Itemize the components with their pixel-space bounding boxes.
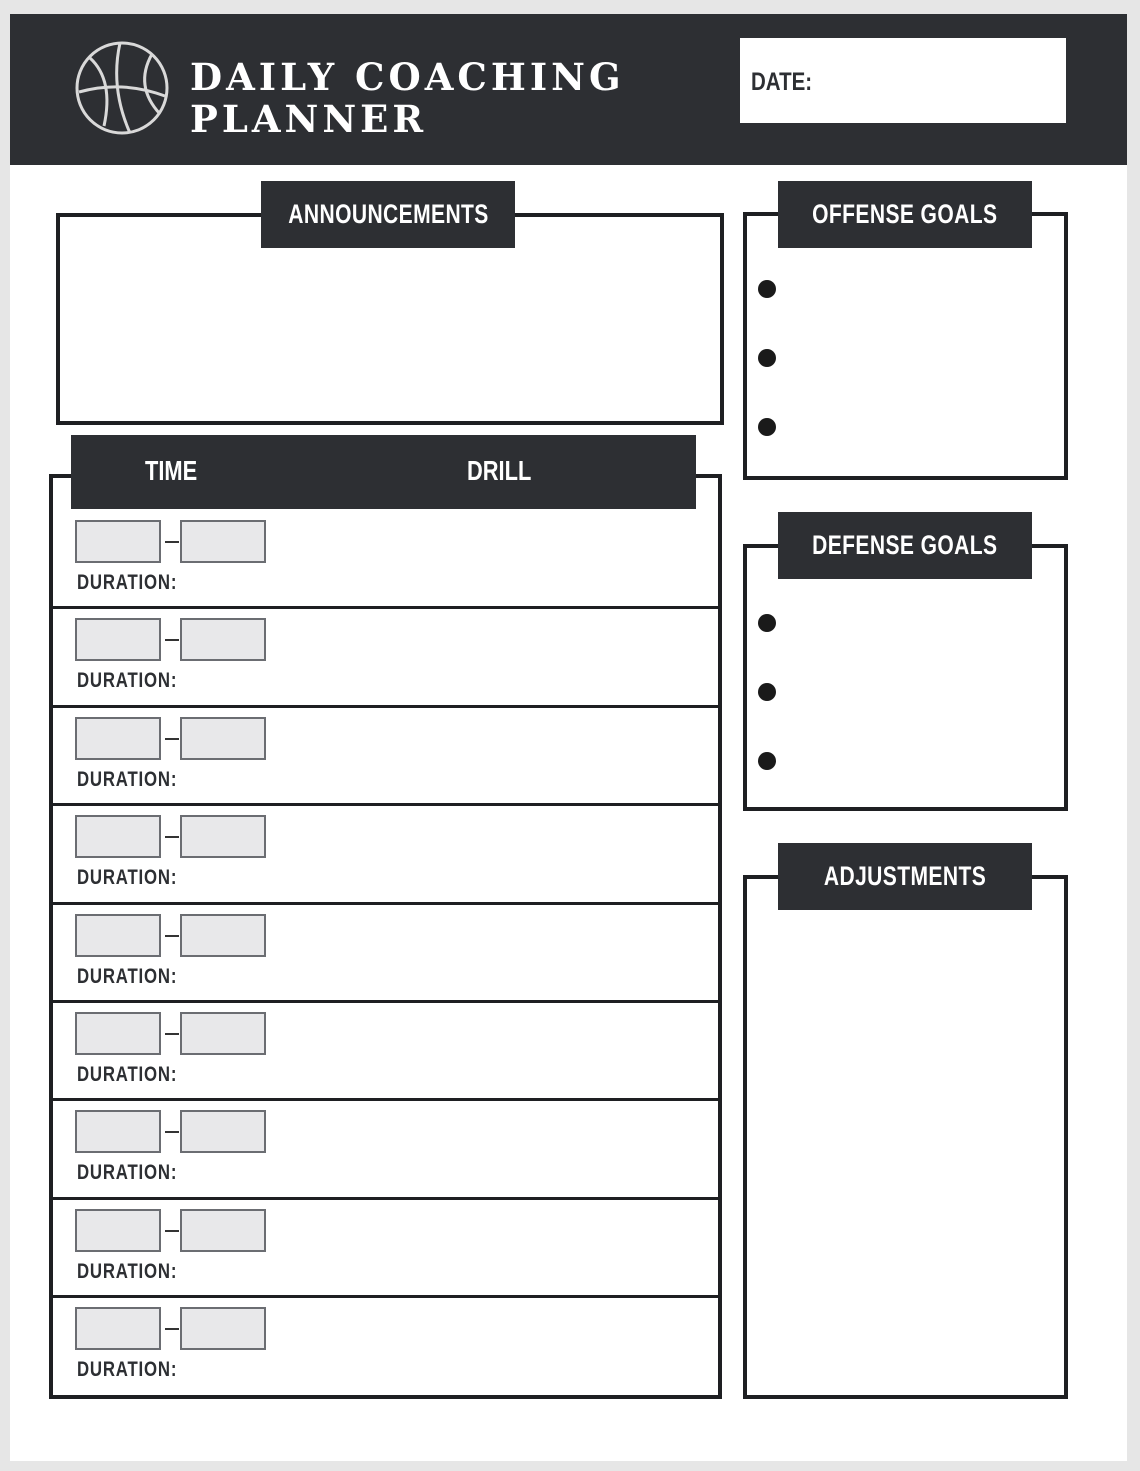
start-time-field[interactable] — [75, 1110, 161, 1153]
date-label: DATE: — [751, 68, 813, 96]
duration-label: DURATION: — [77, 866, 178, 890]
start-time-field[interactable] — [75, 520, 161, 563]
duration-label: DURATION: — [77, 964, 178, 988]
offense-goals-label: OFFENSE GOALS — [812, 199, 998, 229]
drill-row[interactable] — [49, 1199, 722, 1297]
drill-row[interactable] — [49, 1100, 722, 1198]
drill-row[interactable] — [49, 1297, 722, 1395]
end-time-field[interactable] — [180, 520, 266, 563]
offense-bullet — [758, 418, 776, 436]
start-time-field[interactable] — [75, 1209, 161, 1252]
time-range-dash — [165, 541, 179, 543]
duration-label: DURATION: — [77, 767, 178, 791]
start-time-field[interactable] — [75, 815, 161, 858]
defense-goals-label: DEFENSE GOALS — [812, 530, 998, 560]
title-line-2: PLANNER — [190, 97, 428, 141]
drill-column-header: DRILL — [467, 455, 532, 486]
start-time-field[interactable] — [75, 618, 161, 661]
defense-goals-box[interactable] — [743, 544, 1068, 811]
announcements-label: ANNOUNCEMENTS — [287, 199, 489, 229]
defense-bullet — [758, 614, 776, 632]
drill-row[interactable] — [49, 608, 722, 706]
duration-label: DURATION: — [77, 1063, 178, 1086]
page-title — [190, 56, 625, 140]
defense-goals-tab — [778, 512, 1032, 579]
end-time-field[interactable] — [180, 717, 266, 760]
time-range-dash — [165, 639, 179, 641]
end-time-field[interactable] — [180, 1307, 266, 1350]
time-range-dash — [165, 1230, 179, 1232]
adjustments-tab — [778, 843, 1032, 910]
drill-row[interactable] — [49, 805, 722, 903]
time-range-dash — [165, 935, 179, 937]
offense-goals-box[interactable] — [743, 212, 1068, 480]
announcements-tab — [261, 181, 515, 248]
basketball-icon — [74, 40, 170, 136]
end-time-field[interactable] — [180, 618, 266, 661]
end-time-field[interactable] — [180, 1110, 266, 1153]
start-time-field[interactable] — [75, 1012, 161, 1055]
defense-bullet — [758, 683, 776, 701]
time-range-dash — [165, 836, 179, 838]
adjustments-box[interactable] — [743, 875, 1068, 1399]
drill-row[interactable] — [49, 707, 722, 805]
start-time-field[interactable] — [75, 1307, 161, 1350]
time-range-dash — [165, 738, 179, 740]
offense-bullet — [758, 280, 776, 298]
end-time-field[interactable] — [180, 1209, 266, 1252]
time-range-dash — [165, 1328, 179, 1330]
adjustments-label: ADJUSTMENTS — [823, 861, 987, 891]
duration-label: DURATION: — [77, 1259, 178, 1283]
time-column-header: TIME — [145, 455, 198, 486]
drill-row[interactable] — [49, 1002, 722, 1100]
time-range-dash — [165, 1033, 179, 1035]
end-time-field[interactable] — [180, 914, 266, 957]
time-range-dash — [165, 1131, 179, 1133]
drill-row[interactable] — [49, 510, 722, 608]
end-time-field[interactable] — [180, 1012, 266, 1055]
title-line-1: DAILY COACHING — [190, 55, 625, 99]
duration-label: DURATION: — [77, 1161, 178, 1185]
duration-label: DURATION: — [77, 571, 178, 594]
defense-bullet — [758, 752, 776, 770]
drill-row[interactable] — [49, 904, 722, 1002]
offense-bullet — [758, 349, 776, 367]
start-time-field[interactable] — [75, 914, 161, 957]
duration-label: DURATION: — [77, 1358, 178, 1382]
offense-goals-tab — [778, 181, 1032, 248]
date-field[interactable] — [740, 38, 1066, 123]
duration-label: DURATION: — [77, 669, 178, 693]
end-time-field[interactable] — [180, 815, 266, 858]
start-time-field[interactable] — [75, 717, 161, 760]
